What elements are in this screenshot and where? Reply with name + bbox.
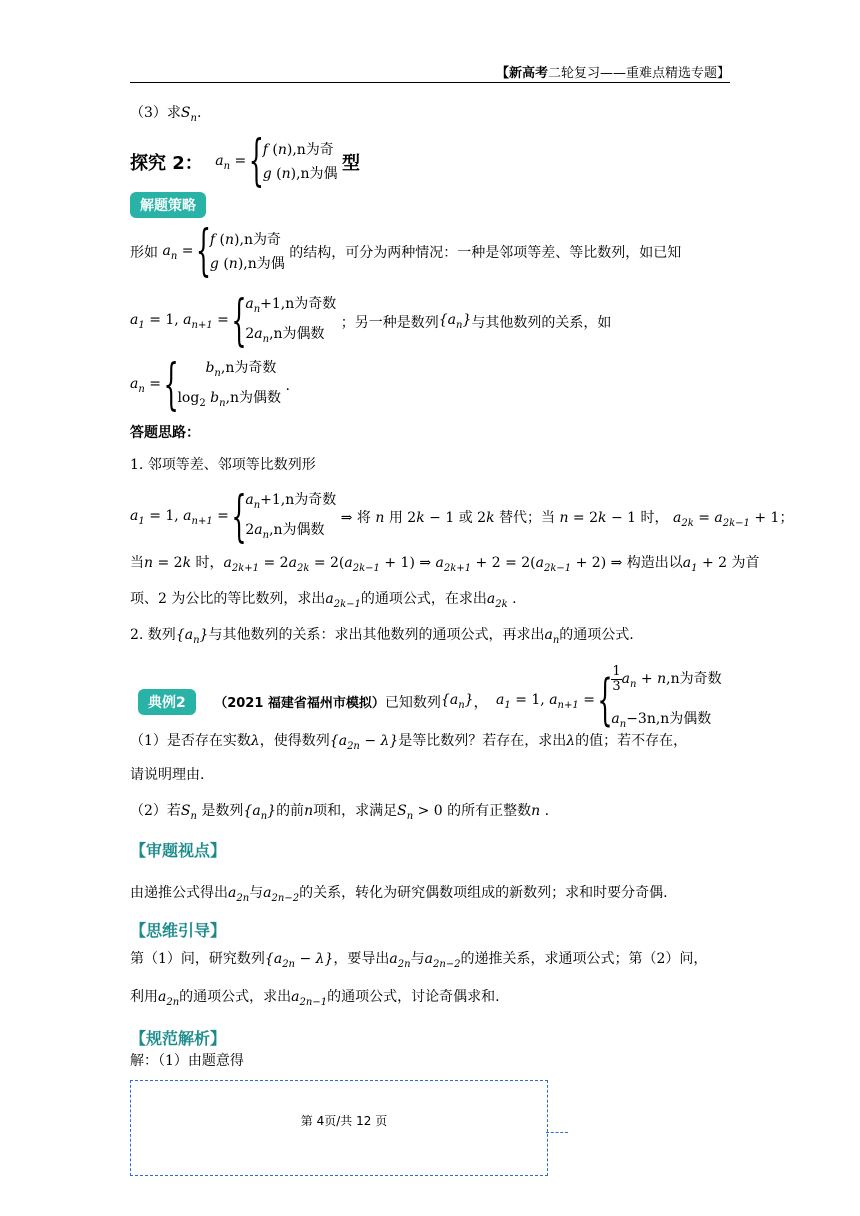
approach-l1-rep: 替代；当 [499, 509, 555, 526]
guide-l2-c: 的通项公式，讨论奇偶求和. [327, 989, 500, 1005]
solution-text: 解：（1）由题意得 [130, 1053, 244, 1069]
strategy-log-odd: ,n为奇数 [220, 360, 277, 376]
example-intro: 已知数列 [384, 694, 441, 711]
example-q1: （1）是否存在实数λ，使得数列$\{a_{2n} - \lambda\}$是等比数列？若存在，求出λ的值；若不存在， [130, 733, 688, 752]
guide-l1-c: 与 [410, 951, 425, 967]
review-text-b: 与 [249, 885, 264, 901]
example-q2-d: 项和，求满足 [313, 803, 398, 819]
solution-title-wrap [130, 1026, 226, 1049]
strategy-line-3: $a_n$ = { $b_n,n$为奇数 $\log_2 b_n,n$为偶数 . [130, 356, 290, 416]
item-3-text: （3）求 [130, 105, 181, 121]
approach-l1-when: 时， [640, 509, 669, 526]
page-header [130, 62, 730, 81]
strategy-p2-post: ；另一种是数列 [340, 314, 439, 331]
approach-l1-or: 或 [458, 509, 473, 526]
approach-line-3: 项、2 为公比的等比数列，求出$a_{2k-1}$的通项公式，在求出$a_{2k}$ . [130, 591, 517, 610]
item-3-tail: . [196, 105, 202, 121]
strategy-p2-post2: 与其他数列的关系，如 [471, 314, 612, 331]
item-3: （3）求$S_n$. [130, 105, 202, 124]
strategy-piecewise: { f (n),n为奇 g (n),n为偶 [198, 228, 285, 276]
approach-l3-b: 的通项公式，在求出 [360, 591, 487, 607]
strategy-even: ,n为偶 [243, 256, 285, 272]
guide-l1-a: 第（1）问，研究数列 [130, 951, 265, 967]
review-text: 由递推公式得出$a_{2n}$与$a_{2n-2}$的关系，转化为研究偶数项组成的新数列；求和时要分奇偶. [130, 885, 668, 904]
example-q1-b: ，使得数列 [259, 733, 330, 749]
example-q2: （2）若$S_n$ 是数列$\{a_n\}$的前n项和，求满足$S_n > 0$ 的所有正整数n . [130, 803, 550, 822]
guide-title-wrap [130, 918, 226, 941]
example-q2-e: 的所有正整数 [447, 803, 532, 819]
header-rule [130, 82, 730, 83]
approach-item-1: 1. 邻项等差、邻项等比数列形 [130, 457, 316, 473]
guide-l2-a: 利用 [130, 989, 158, 1005]
explore-2-odd: ,n为奇 [292, 142, 334, 158]
example-q1-e: 请说明理由. [130, 767, 205, 783]
review-text-a: 由递推公式得出 [130, 885, 228, 901]
approach-title: 答题思路： [130, 425, 200, 441]
guide-l1-b: ，要导出 [333, 951, 390, 967]
approach-l2-tail2: 为首 [731, 555, 760, 571]
review-title: 【审题视点】 [130, 841, 227, 860]
review-text-c: 的关系，转化为研究偶数项组成的新数列；求和时要分奇偶. [299, 885, 668, 901]
approach-item2-pre: 2. 数列 [130, 627, 176, 643]
strategy-case-even: ,n为偶数 [269, 325, 325, 342]
strategy-log-piecewise: { $b_n,n$为奇数 $\log_2 b_n,n$为偶数 [165, 356, 281, 416]
approach-l1-mid: ⇒ 将 [340, 509, 371, 526]
strategy-badge: 解题策略 [130, 192, 206, 218]
approach-item-2: 2. 数列$\{a_n\}$与其他数列的关系：求出其他数列的通项公式，再求出$a_n$的通项公式. [130, 627, 634, 646]
strategy-p1-post: 的结构，可分为两种情况：一种是邻项等差、等比数列，如已知 [289, 245, 682, 261]
approach-case-odd: +1,n为奇数 [260, 492, 337, 508]
example-q2-a: （2）若 [130, 803, 181, 819]
guide-title: 【思维引导】 [130, 921, 227, 940]
strategy-p1-pre: 形如 [130, 245, 158, 261]
approach-piecewise: { $a_n+1,n$为奇数 $2a_n,n$为偶数 [233, 488, 336, 548]
header-title: 二轮复习——重难点精选专题】 [547, 66, 730, 81]
explore-2-tail: 型 [342, 153, 361, 174]
guide-l1-d: 的递推关系，求通项公式；第（2）问， [460, 951, 708, 967]
guide-line-2: 利用$a_{2n}$的通项公式，求出$a_{2n-1}$的通项公式，讨论奇偶求和. [130, 989, 500, 1008]
strategy-badge-wrap [130, 192, 206, 218]
explore-2-piecewise: { f (n),n为奇 g (n),n为偶 [251, 138, 338, 186]
solution-title: 【规范解析】 [130, 1029, 227, 1048]
guide-l2-b: 的通项公式，求出 [179, 989, 292, 1005]
strategy-odd: ,n为奇 [239, 232, 281, 248]
approach-item2-end: 的通项公式. [559, 627, 634, 643]
strategy-case-piecewise: { $a_n+1,n$为奇数 $2a_n,n$为偶数 [233, 292, 336, 352]
approach-l1-use: 用 [388, 509, 403, 526]
explore-2-label: 探究 2： [130, 153, 203, 174]
strategy-line-1: 形如 $a_n$ = { f (n),n为奇 g (n),n为偶 的结构，可分为两种情况：一种是邻项等差、等比数列，如已知 [130, 228, 681, 276]
example-source: （2021 福建省福州市模拟） [214, 696, 385, 712]
example-q1-d: 的值；若不存在， [575, 733, 688, 749]
approach-l2-tail: 构造出以 [626, 555, 683, 571]
approach-l3: 项、2 为公比的等比数列，求出 [130, 591, 326, 607]
approach-case-even: ,n为偶数 [269, 521, 325, 538]
approach-l2-when: 时， [195, 555, 224, 571]
review-title-wrap [130, 838, 226, 861]
example-q1-c: 是等比数列？若存在，求出 [398, 733, 567, 749]
example-even: −3n,n为偶数 [626, 710, 712, 727]
dashed-connector [546, 1132, 568, 1133]
explore-2-even: ,n为偶 [296, 166, 338, 182]
strategy-case-odd: +1,n为奇数 [260, 296, 337, 312]
guide-line-1: 第（1）问，研究数列$\{a_{2n} - \lambda\}$，要导出$a_{2n}$与$a_{2n-2}$的递推关系，求通项公式；第（2）问， [130, 951, 708, 970]
header-title-bold: 【新高考 [495, 66, 548, 81]
example-odd: ,n为奇数 [666, 671, 722, 687]
example-q2-b: 是数列 [201, 803, 244, 819]
example-badge: 典例2 [138, 689, 196, 715]
strategy-log-even: ,n为偶数 [225, 389, 282, 406]
example-q1-a: （1）是否存在实数 [130, 733, 251, 749]
example-2-heading: 典例2 （2021 福建省福州市模拟）已知数列$\{a_n\}$， $a_1 = 1$, $a_{n+1}$ = { $\frac{1}{3}$ $a_n + n,n$为奇数 $a_n-3n,n$为偶数 [138, 662, 722, 742]
strategy-line-2: $a_1 = 1$, $a_{n+1}$ = { $a_n+1,n$为奇数 $2a_n,n$为偶数 ；另一种是数列$\{a_n\}$与其他数列的关系，如 [130, 292, 611, 352]
explore-2-heading: 探究 2： $a_n$ = { f (n),n为奇 g (n),n为偶 型 [130, 138, 360, 186]
example-q2-c: 的前 [276, 803, 305, 819]
approach-item2-post: 与其他数列的关系：求出其他数列的通项公式，再求出 [208, 627, 545, 643]
example-piecewise: { $\frac{1}{3}$ $a_n + n,n$为奇数 $a_n-3n,n$为偶数 [599, 662, 721, 742]
approach-line-1: $a_1 = 1$, $a_{n+1}$ = { $a_n+1,n$为奇数 $2a_n,n$为偶数 ⇒ 将 n 用 2k − 1 或 2k 替代；当 n = 2k − 1 时， $a_{2k} = a_{2k-1} + 1$； [130, 488, 793, 548]
approach-l2-pre: 当 [130, 555, 144, 571]
approach-line-2: 当n = 2k 时，$a_{2k+1} = 2a_{2k} = 2(a_{2k-1} + 1)$ ⇒ $a_{2k+1} + 2 = 2(a_{2k-1} + 2)$ ⇒ 构造出以$a_1 + 2$ 为首 [130, 555, 760, 574]
page-number: 第 4页/共 12 页 [300, 1114, 388, 1128]
